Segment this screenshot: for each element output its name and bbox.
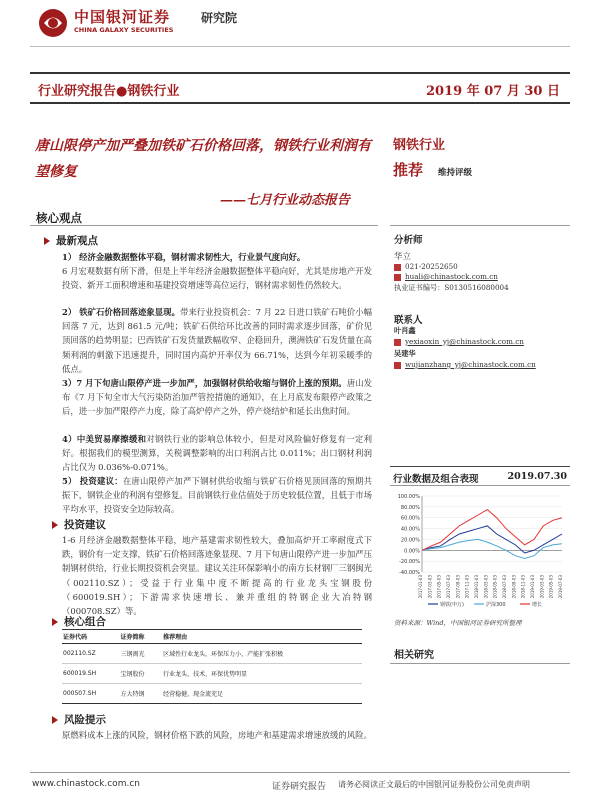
related-heading: 相关研究 — [394, 650, 434, 661]
paragraph-4 — [62, 432, 372, 475]
paragraph-2 — [62, 305, 372, 376]
section-risk-label: 风险提示 — [64, 714, 106, 726]
col-name: 证券简称 — [120, 630, 163, 644]
report-date: 2019 年 07 月 30 日 — [426, 84, 560, 99]
report-type: 行业研究报告●钢铁行业 — [38, 84, 180, 99]
chart-header — [390, 466, 570, 486]
chart-date: 2019.07.30 — [507, 471, 567, 482]
x-tick-label: 2017-11-03 — [464, 575, 470, 599]
paragraph-3 — [62, 376, 372, 419]
analyst-phone: 021-20252650 — [405, 262, 458, 271]
x-tick-label: 2018-05-03 — [492, 575, 498, 599]
x-tick-label: 2017-01-03 — [418, 575, 423, 599]
invest-body: 1-6 月经济金融数据整体平稳，地产基建需求韧性较大，叠加高炉开工率耐度式下跌，钢价有一定支撑，铁矿石价格回落迹象显现、7 月下旬唐山限停产进一步加严压制钢材供给，行业长期投资机会突显。建议关注环保影响小的南方长材钢厂三钢闽光（002110.SZ）；受益于行业集中度不断提高的行业龙头宝钢股份（600019.SH）；下游需求快速增长、兼并重组的特钢企业大冶特钢（000708.SZ）等。 — [62, 535, 372, 617]
galaxy-logo-icon — [38, 8, 68, 38]
section-latest-label: 最新观点 — [56, 235, 98, 247]
y-tick-label: 60.00% — [400, 515, 420, 522]
p2-lead: 2） 铁矿石价格回落迹象显现。 — [62, 307, 180, 317]
footer-disclaimer: 请务必阅读正文最后的中国银河证券股份公司免责声明 — [338, 780, 530, 789]
x-tick-label: 2019-05-03 — [548, 575, 554, 599]
x-tick-label: 2017-03-03 — [427, 575, 433, 599]
p3-lead: 3）7 月下旬唐山限停产进一步加严，加强钢材供给收缩与钢价上涨的预期。 — [62, 378, 347, 388]
contact-1-email[interactable]: yexiaoxin_yj@chinastock.com.cn — [405, 337, 524, 346]
contact-2-email-row — [394, 360, 536, 369]
x-tick-label: 2018-07-03 — [502, 575, 507, 599]
analyst-phone-row — [394, 262, 458, 271]
cell-code: 000507.SH — [62, 684, 120, 704]
email-icon — [394, 339, 401, 346]
institute-label: 研究院 — [201, 11, 238, 25]
cell-name: 三钢闽光 — [120, 644, 163, 664]
p5-lead: 5） 投资建议： — [62, 476, 123, 486]
section-latest — [44, 233, 98, 248]
rating-label: 推荐 — [393, 161, 424, 179]
cell-code: 600019.SH — [62, 664, 120, 684]
chart-heading: 行业数据及组合表现 — [393, 474, 479, 485]
section-invest — [52, 517, 106, 532]
x-tick-label: 2018-11-03 — [520, 575, 526, 599]
cell-reason: 区域性行业龙头，环保压力小，产能扩张积极 — [162, 644, 362, 664]
contact-heading: 联系人 — [394, 315, 423, 326]
bullet-icon — [52, 618, 58, 626]
y-tick-label: -40.00% — [399, 570, 420, 576]
x-tick-label: 2018-09-03 — [511, 575, 517, 599]
x-tick-label: 2017-05-03 — [436, 575, 442, 599]
bullet-icon — [44, 237, 50, 245]
report-subtitle: ——七月行业动态报告 — [220, 193, 351, 208]
cell-reason: 行业龙头，技术、环保优势明显 — [162, 664, 362, 684]
contact-1-name: 叶肖鑫 — [394, 326, 416, 335]
core-label: 核心观点 — [36, 211, 82, 225]
report-title: 唐山限停产加严叠加铁矿石价格回落，钢铁行业利润有望修复 — [35, 138, 371, 180]
analyst-email[interactable]: huali@chinastock.com.cn — [405, 272, 498, 281]
email-icon — [394, 362, 401, 369]
core-divider — [30, 225, 378, 226]
company-logo — [38, 4, 198, 40]
analyst-email-row — [394, 272, 498, 281]
p3-body: 唐山发布《7 月下旬全市大气污染防治加严管控措施的通知》，在上月底发布限停产政策之后，进一步加严限停产力度，除了高炉停产之外，停产烧结炉和延长出焦时间。 — [62, 378, 373, 417]
cell-code: 002110.SZ — [62, 644, 120, 664]
section-core-combo — [52, 614, 106, 629]
y-tick-label: 40.00% — [400, 526, 420, 533]
legend-label: 钢铁(申万) — [440, 602, 464, 608]
performance-chart — [392, 490, 570, 610]
p1-body: 6 月宏观数据有所下滑，但是上半年经济金融数据整体平稳向好，尤其是房地产开发投资、新开工面积增速和基建投资增速等高位运行，钢材需求韧性仍然较大。 — [62, 266, 372, 291]
x-tick-label: 2017-07-03 — [446, 575, 451, 599]
footer-website[interactable]: www.chinastock.com.cn — [32, 779, 140, 789]
p4-lead: 4）中美贸易摩擦缓和 — [62, 434, 147, 444]
table-row — [62, 664, 362, 684]
col-code: 证券代码 — [62, 630, 120, 644]
cell-name: 方大特钢 — [120, 684, 163, 704]
contact-2-name: 吴建华 — [394, 349, 416, 358]
x-tick-label: 2019-07-03 — [558, 575, 563, 599]
report-banner — [30, 72, 570, 104]
portfolio-table — [62, 629, 362, 704]
series-line — [422, 539, 562, 558]
paragraph-5 — [62, 474, 372, 517]
x-tick-label: 2018-03-03 — [483, 575, 489, 599]
y-tick-label: 80.00% — [400, 504, 420, 511]
header-divider — [30, 46, 570, 47]
risk-body: 原燃料成本上涨的风险，钢材价格下跌的风险，房地产和基建需求增速放缓的风险。 — [62, 730, 372, 740]
col-reason: 推荐理由 — [162, 630, 362, 644]
section-invest-label: 投资建议 — [64, 519, 106, 531]
legend-label: 增长 — [532, 602, 543, 608]
legend-label: 沪深300 — [486, 602, 506, 608]
p5-body: 在唐山限停产加严下钢材供给收缩与铁矿石价格见顶回落的预期共振下，钢铁企业的利润有望修复。目前钢铁行业估值处于历史较低位置，且低于市场平均水平，投资安全边际较高。 — [62, 476, 373, 515]
analyst-heading: 分析师 — [394, 235, 423, 246]
table-row — [62, 684, 362, 704]
p2-body: 带来行业投资机会：7 月 22 日进口铁矿石吨价小幅回落 7 元，达到 861.5 元/吨；铁矿石供给环比改善的同时需求逐步回落，矿价见顶回落的趋势明显；巴西铁矿石发货量跌幅收窄、企稳回升，澳洲铁矿石发货量在高频利润的刺激下迅速提升，同时国内高炉开率仅为 66.71%，达到今年初采暖季的低点。 — [62, 307, 372, 374]
cell-name: 宝钢股份 — [120, 664, 163, 684]
analyst-name: 华立 — [394, 252, 412, 262]
bullet-icon — [52, 716, 58, 724]
bullet-icon — [52, 521, 58, 529]
x-tick-label: 2019-03-03 — [539, 575, 545, 599]
footer-divider — [30, 772, 570, 773]
contact-2-email[interactable]: wujianzhang_yj@chinastock.com.cn — [405, 360, 536, 369]
industry-label: 钢铁行业 — [393, 138, 446, 153]
footer-center: 证券研究报告 — [272, 782, 327, 792]
email-icon — [394, 274, 401, 281]
cell-reason: 经营稳健，现金流充足 — [162, 684, 362, 704]
risk-paragraph — [62, 728, 372, 742]
table-row — [62, 644, 362, 664]
contact-1-email-row — [394, 337, 524, 346]
y-tick-label: 0.00% — [404, 548, 420, 555]
y-tick-label: 100.00% — [397, 494, 420, 500]
p4-body: 对钢铁行业的影响总体较小，但是对风险偏好修复有一定利好。根据我们的模型测算，关税调整影响的出口利润占比 0.011%；出口钢材利润占比仅为 0.036%-0.071%。 — [62, 434, 372, 473]
analyst-cert: 执业证书编号：S0130516080004 — [394, 283, 509, 292]
invest-paragraph — [62, 533, 372, 618]
paragraph-1 — [62, 250, 372, 293]
x-tick-label: 2017-09-03 — [455, 575, 461, 599]
phone-icon — [394, 264, 401, 271]
section-risk — [52, 712, 106, 727]
p1-lead: 1） 经济金融数据整体平稳，钢材需求韧性大，行业景气度向好。 — [62, 252, 306, 262]
chart-source: 资料来源：Wind，中国银河证券研究所整理 — [394, 619, 522, 627]
side-divider — [390, 225, 570, 226]
related-divider — [390, 663, 570, 664]
y-tick-label: -20.00% — [399, 559, 420, 566]
logo-en: CHINA GALAXY SECURITIES — [74, 26, 174, 34]
section-core-combo-label: 核心组合 — [64, 616, 106, 628]
rating-sub: 维持评级 — [438, 168, 473, 178]
x-tick-label: 2019-01-03 — [530, 575, 535, 599]
x-tick-label: 2018-01-03 — [474, 575, 479, 599]
y-tick-label: 20.00% — [400, 537, 420, 544]
logo-cn: 中国银河证券 — [74, 8, 171, 26]
